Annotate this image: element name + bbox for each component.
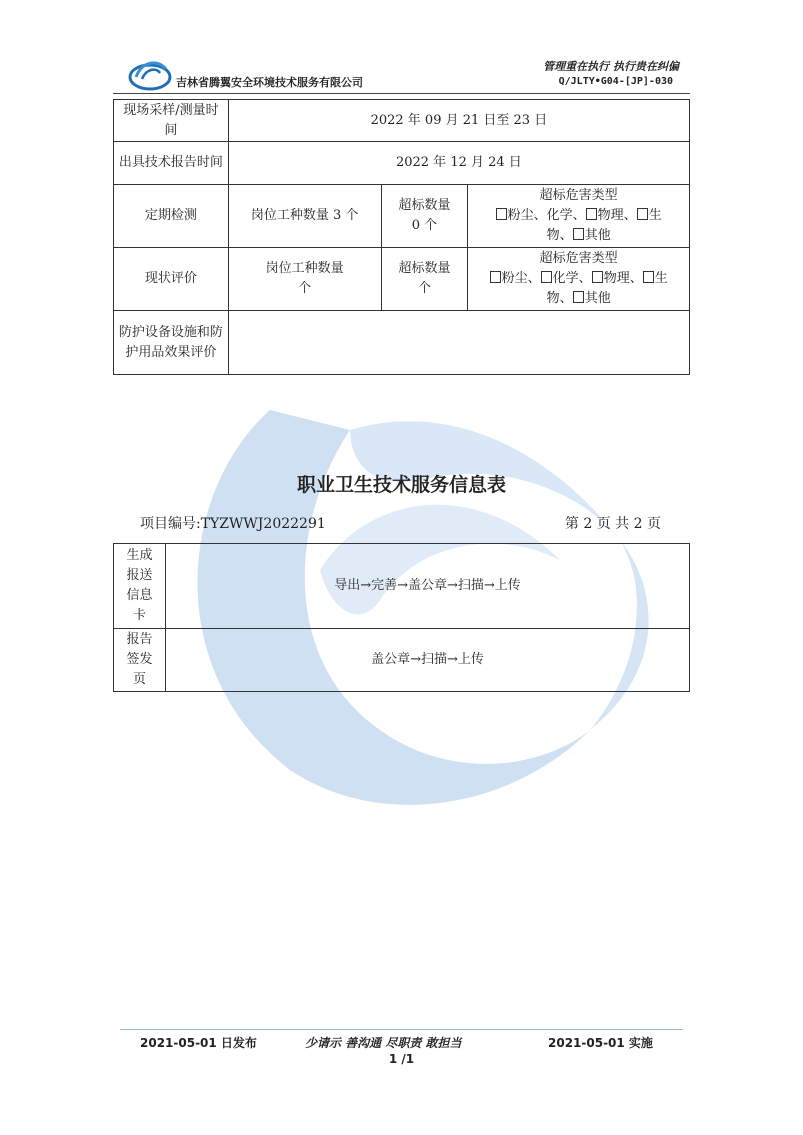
protection-label: 防护设备设施和防护用品效果评价 (114, 311, 229, 375)
table-row (114, 185, 690, 248)
implement-date: 2021-05-01 实施 (548, 1036, 653, 1050)
status-posts-unit: 个 (298, 281, 312, 296)
checkbox-icon[interactable] (496, 208, 507, 220)
table-row (114, 248, 690, 311)
sampling-time-label: 现场采样/测量时间 (114, 100, 229, 142)
status-exceed (381, 248, 468, 311)
page-number: 1 /1 (388, 1052, 415, 1066)
periodic-hazard (468, 185, 690, 248)
table-row (114, 142, 690, 185)
protection-value[interactable] (228, 311, 689, 375)
sign-page-steps: 盖公章→扫描→上传 (165, 629, 689, 692)
status-label: 现状评价 (114, 248, 229, 311)
checkbox-icon[interactable] (643, 271, 654, 283)
sampling-time-value: 2022 年 09 月 21 日至 23 日 (228, 100, 689, 142)
footer-slogan: 少请示 善沟通 尽职责 敢担当 (305, 1036, 462, 1050)
report-time-label: 出具技术报告时间 (114, 142, 229, 185)
table-row (114, 629, 690, 692)
workflow-table (113, 543, 690, 692)
report-time-value: 2022 年 12 月 24 日 (228, 142, 689, 185)
status-exceed-unit: 个 (417, 281, 431, 296)
header-divider (113, 93, 690, 94)
page-title: 职业卫生技术服务信息表 (296, 474, 506, 496)
status-hazard-options-1: 粉尘、 化学、 物理、 生 (471, 269, 686, 289)
status-hazard (468, 248, 690, 311)
periodic-exceed (381, 185, 468, 248)
status-hazard-options-2: 物、 其他 (546, 291, 611, 306)
status-hazard-title: 超标危害类型 (539, 251, 618, 266)
page-count: 第 2 页 共 2 页 (564, 516, 661, 532)
publish-date: 2021-05-01 日发布 (140, 1036, 257, 1050)
periodic-exceed-value: 0 个 (411, 218, 438, 233)
checkbox-icon[interactable] (490, 271, 501, 283)
checkbox-icon[interactable] (592, 271, 603, 283)
checkbox-icon[interactable] (541, 271, 552, 283)
project-number: 项目编号:TYZWWJ2022291 (140, 516, 326, 532)
periodic-hazard-title: 超标危害类型 (539, 188, 618, 203)
sign-page-label: 报告签发页 (114, 629, 166, 692)
info-card-label: 生成报送信息卡 (114, 544, 166, 629)
status-posts (228, 248, 381, 311)
service-info-table-continued (113, 99, 690, 375)
info-card-steps: 导出→完善→盖公章→扫描→上传 (165, 544, 689, 629)
status-exceed-label: 超标数量 (398, 261, 451, 276)
checkbox-icon[interactable] (637, 208, 648, 220)
checkbox-icon[interactable] (573, 291, 584, 303)
checkbox-icon[interactable] (586, 208, 597, 220)
company-name: 吉林省腾翼安全环境技术服务有限公司 (176, 76, 363, 89)
company-logo (128, 55, 172, 91)
table-row (114, 544, 690, 629)
table-row (114, 311, 690, 375)
periodic-exceed-label: 超标数量 (398, 198, 451, 213)
header-motto: 管理重在执行 执行贵在纠偏 (543, 60, 679, 73)
periodic-hazard-options-2: 物、 其他 (546, 228, 611, 243)
checkbox-icon[interactable] (573, 228, 584, 240)
status-posts-label: 岗位工种数量 (265, 261, 344, 276)
periodic-hazard-options-1: 粉尘、化学、 物理、 生 (471, 206, 686, 226)
table-row (114, 100, 690, 142)
document-code: Q/JLTY•G04-[JP]-030 (558, 76, 673, 87)
periodic-label: 定期检测 (114, 185, 229, 248)
footer-divider (120, 1029, 683, 1030)
periodic-posts: 岗位工种数量 3 个 (228, 185, 381, 248)
